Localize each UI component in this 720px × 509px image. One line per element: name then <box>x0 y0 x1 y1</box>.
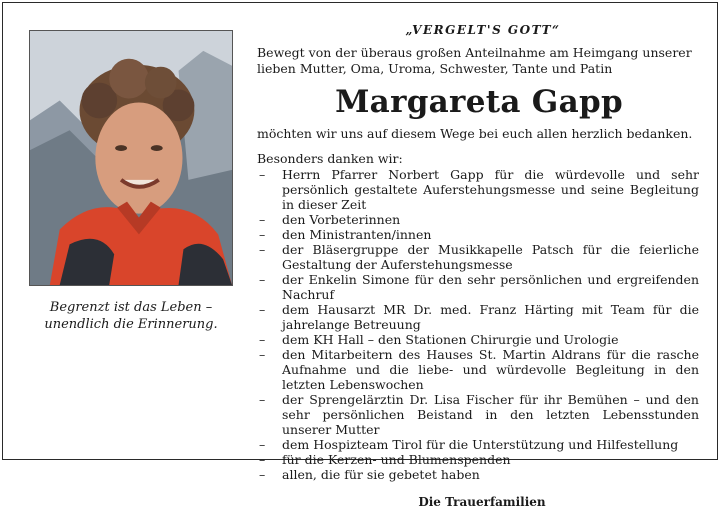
dash-glyph: – <box>259 437 266 452</box>
dash-glyph: – <box>259 452 266 467</box>
dash-glyph: – <box>259 392 266 407</box>
thanks-sentence: möchten wir uns auf diesem Wege bei euch allen herzlich bedanken. <box>257 126 693 141</box>
thanks-item <box>257 467 699 482</box>
thanks-item <box>257 437 699 452</box>
thanks-item-text: den Mitarbeitern des Hauses St. Martin Aldrans für die rasche Aufnahme und die liebe- und würdevolle Begleitung in den letzten Lebenswochen <box>282 347 699 392</box>
thanks-item-text: den Vorbeterinnen <box>282 212 401 227</box>
thanks-item-text: dem Hospizteam Tirol für die Unterstützung und Hilfestellung <box>282 437 679 452</box>
thanks-lead: Besonders danken wir: <box>257 151 403 166</box>
thanks-item-text: für die Kerzen- und Blumenspenden <box>282 452 511 467</box>
thanks-item-text: Herrn Pfarrer Norbert Gapp für die würdevolle und sehr persönlich gestaltete Auferstehungsmesse und seine Begleitung in dieser Zeit <box>282 167 699 212</box>
notice-frame <box>2 2 718 509</box>
motto-heading: „VERGELT'S GOTT“ <box>405 23 561 37</box>
thanks-item <box>257 347 699 392</box>
quote-line-2: unendlich die Erinnerung. <box>44 317 218 332</box>
thanks-item-text: den Ministranten/innen <box>282 227 432 242</box>
dash-glyph: – <box>259 302 266 317</box>
deceased-name: Margareta Gapp <box>335 84 623 120</box>
thanks-item-text: der Bläsergruppe der Musikkapelle Patsch für die feierliche Gestaltung der Auferstehungsmesse <box>282 242 699 272</box>
signature: Die Trauerfamilien <box>418 495 546 509</box>
notice-text-column <box>257 23 701 509</box>
memorial-quote <box>17 299 245 333</box>
thanks-item-text: dem Hausarzt MR Dr. med. Franz Härting mit Team für die jahrelange Betreuung <box>282 302 699 332</box>
thanks-item <box>257 392 699 437</box>
quote-line-1: Begrenzt ist das Leben – <box>49 300 213 315</box>
thanks-item <box>257 167 699 212</box>
dash-glyph: – <box>259 212 266 227</box>
thanks-list <box>257 167 699 482</box>
dash-glyph: – <box>259 167 266 182</box>
dash-glyph: – <box>259 347 266 362</box>
dash-glyph: – <box>259 227 266 242</box>
dash-glyph: – <box>259 272 266 287</box>
dash-glyph: – <box>259 242 266 257</box>
thanks-item <box>257 242 699 272</box>
thanks-item <box>257 212 699 227</box>
portrait-photo <box>29 30 233 286</box>
intro-paragraph: Bewegt von der überaus großen Anteilnahme am Heimgang unserer lieben Mutter, Oma, Uroma, Schwester, Tante und Patin <box>257 45 692 76</box>
dash-glyph: – <box>259 467 266 482</box>
thanks-item-text: der Sprengelärztin Dr. Lisa Fischer für ihr Bemühen – und den sehr persönlichen Beistand in den letzten Lebensstunden unserer Mutter <box>282 392 699 437</box>
thanks-item-text: dem KH Hall – den Stationen Chirurgie und Urologie <box>282 332 619 347</box>
thanks-item-text: allen, die für sie gebetet haben <box>282 467 480 482</box>
portrait-image <box>30 31 232 285</box>
thanks-item <box>257 452 699 467</box>
thanks-item-text: der Enkelin Simone für den sehr persönlichen und ergreifenden Nachruf <box>282 272 699 302</box>
dash-glyph: – <box>259 332 266 347</box>
thanks-item <box>257 302 699 332</box>
thanks-item <box>257 227 699 242</box>
thanks-item <box>257 272 699 302</box>
thanks-item <box>257 332 699 347</box>
